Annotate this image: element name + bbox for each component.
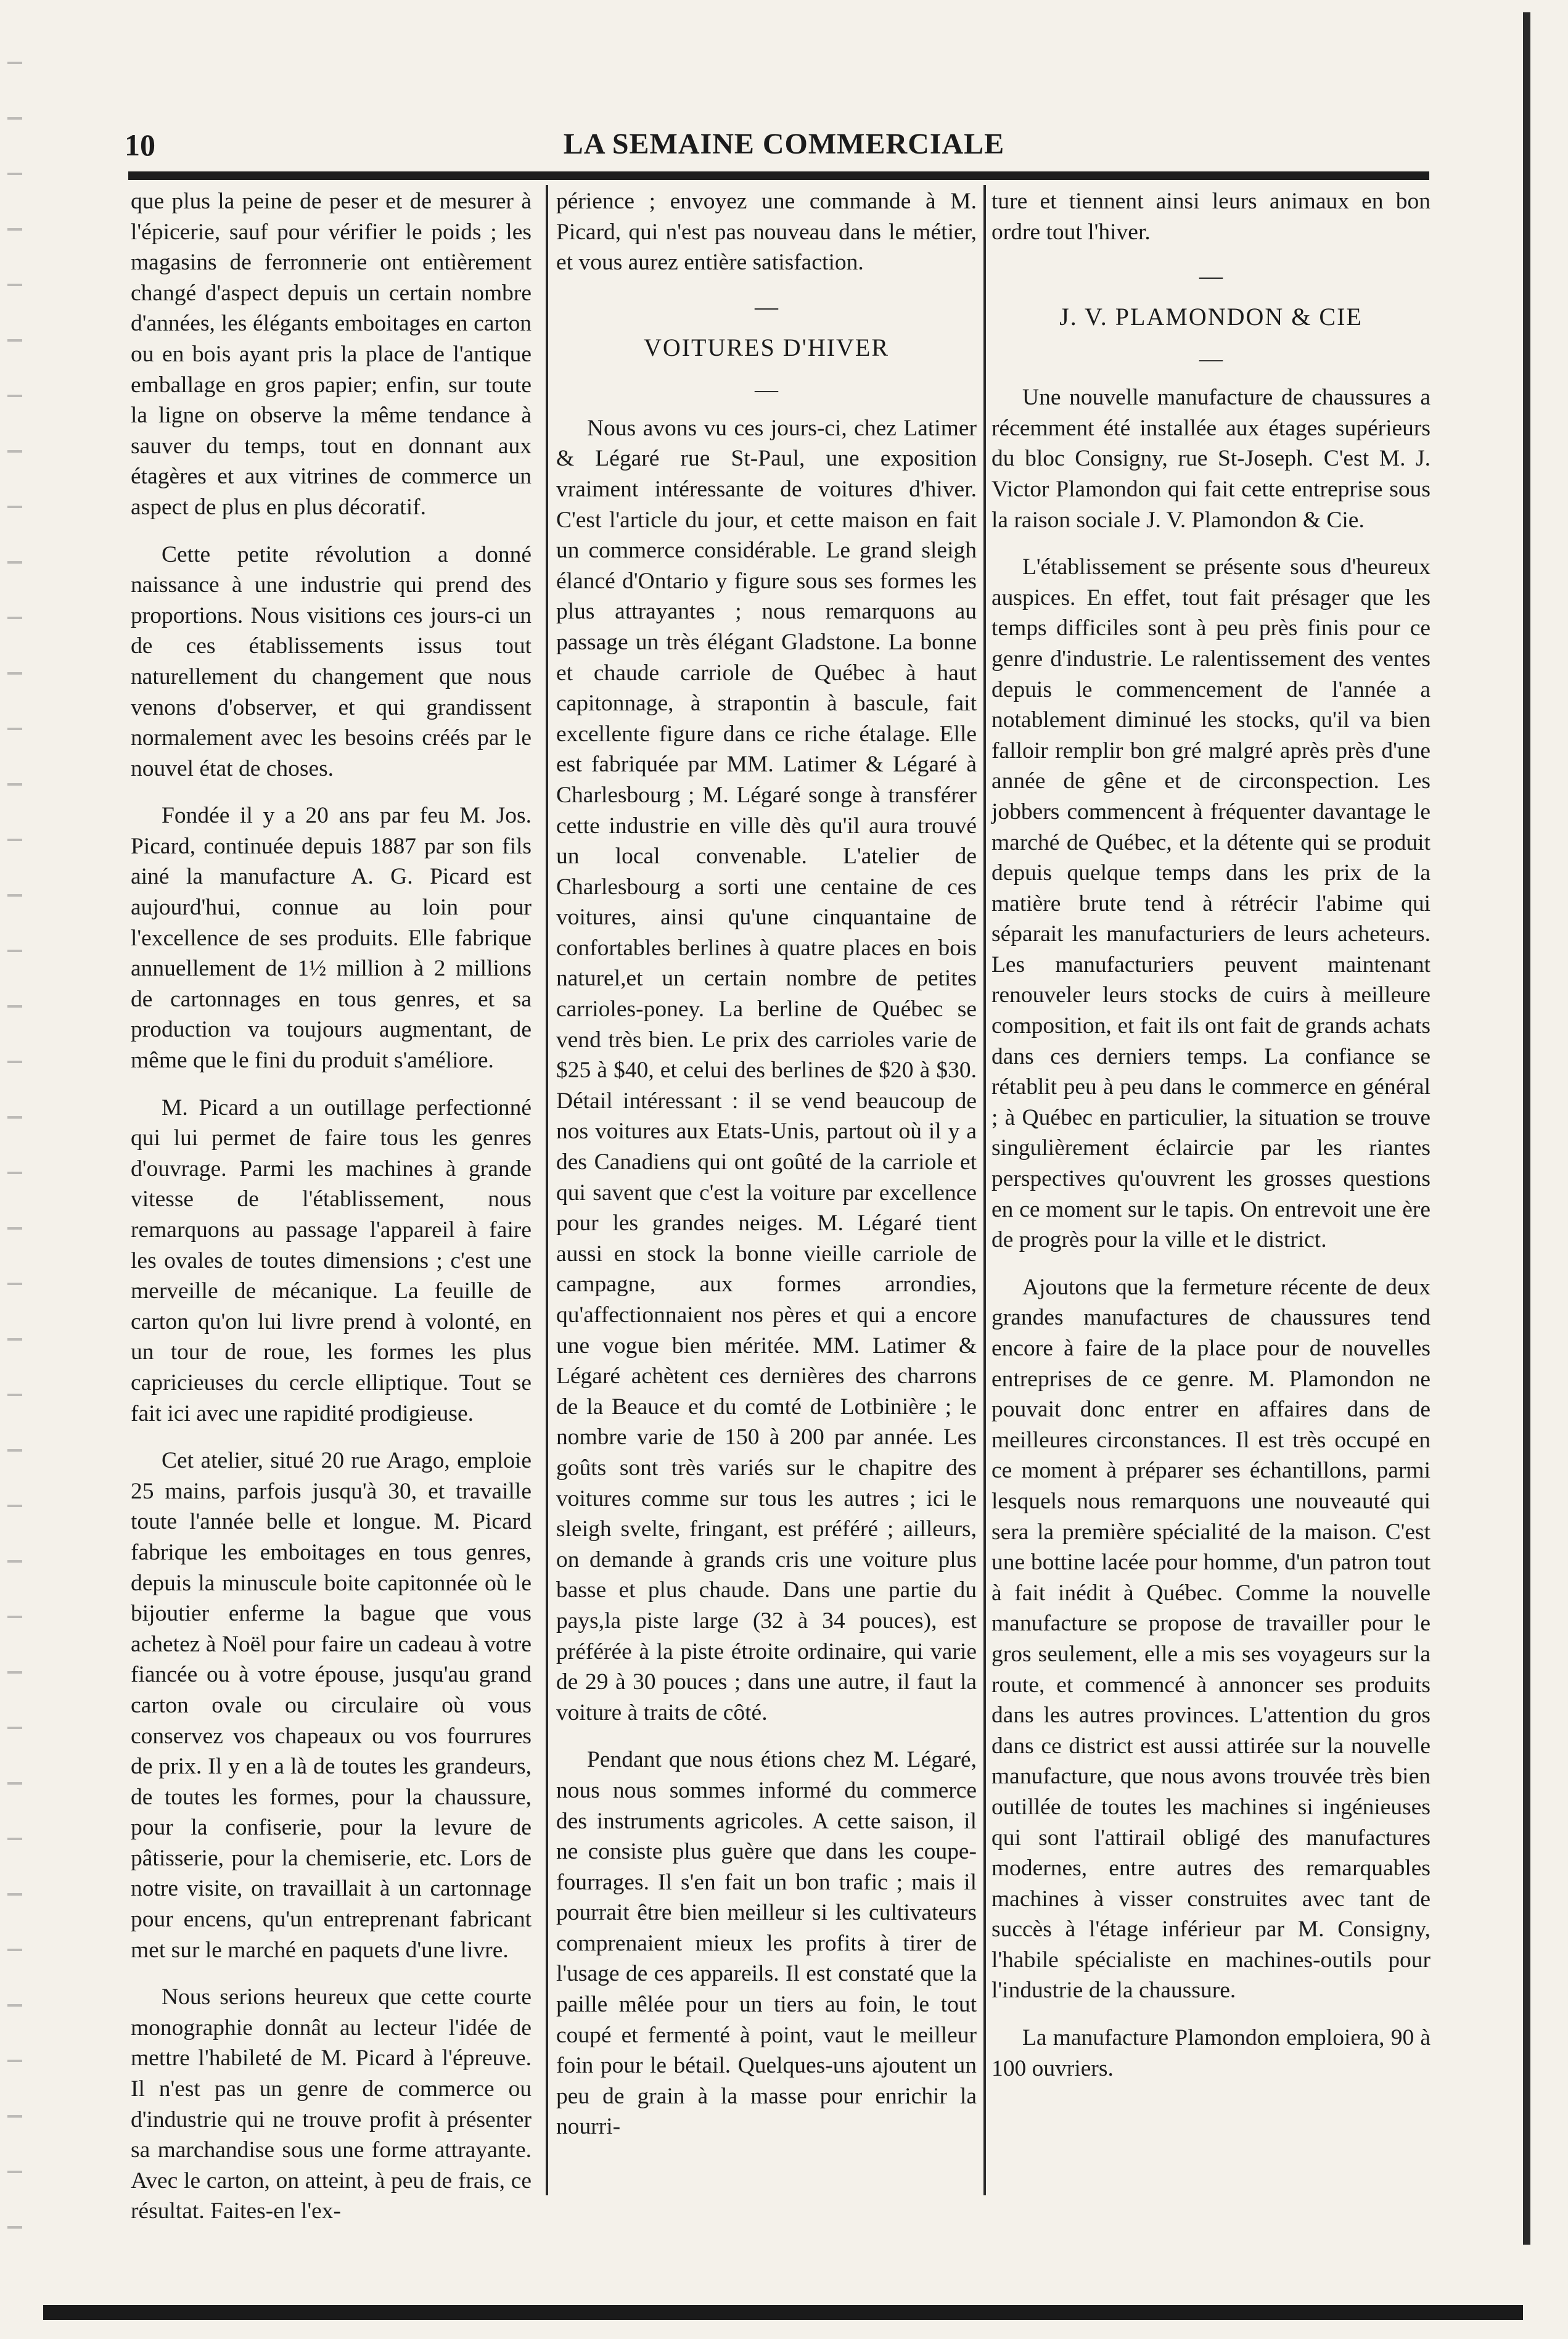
paragraph: Nous serions heureux que cette courte monographie donnât au lecteur l'idée de mettre l'habileté de M. Picard à l'épreuve. Il n'est pas un genre de commerce ou d'industrie qui ne trouve profit à présenter sa marchandise sous une forme attrayante. Avec le carton, on atteint, à peu de frais, ce résultat. Faites-en l'ex- <box>131 1984 532 2224</box>
paragraph: La manufacture Plamondon emploiera, 90 à 100 ouvriers. <box>991 2025 1430 2081</box>
paragraph: Cet atelier, situé 20 rue Arago, emploie 25 mains, parfois jusqu'à 30, et travaille toute l'année belle et longue. M. Picard fabrique les emboitages en tous genres, depuis la minuscule boite capitonnée où le bijoutier enferme la bague que vous achetez à Noël pour faire un cadeau à votre fiancée ou à votre épouse, jusqu'au grand carton ovale ou circulaire où vous conservez vos chapeaux ou vos fourrures de prix. Il y en a là de toutes les grandeurs, de toutes les formes, pour la chaussure, pour la confiserie, pour la levure de pâtisserie, pour la chemiserie, etc. Lors de notre visite, on travaillait à un cartonnage pour encens, qu'un entreprenant fabricant met sur le marché en paquets d'une livre. <box>131 1448 532 1963</box>
paragraph: Fondée il y a 20 ans par feu M. Jos. Picard, continuée depuis 1887 par son fils ainé la manufacture A. G. Picard est aujourd'hui, connue au loin pour l'excellence de ses produits. Elle fabrique annuellement de 1½ million à 2 millions de cartonnages en tous genres, et sa production va toujours augmentant, de même que le fini du produit s'améliore. <box>131 803 532 1074</box>
section-separator: — <box>1199 263 1223 290</box>
column-rule-right <box>983 185 986 2195</box>
scan-right-edge <box>1523 12 1530 2245</box>
column-rule-left <box>546 185 548 2195</box>
paragraph: L'établissement se présente sous d'heureux auspices. En effet, tout fait présager que les temps difficiles sont à peu près finis pour ce genre d'industrie. Le ralentissement des ventes depuis le commencement de l'année a notablement diminué les stocks, qu'il va bien falloir remplir bon gré malgré après près d'une année de gêne et de circonspection. Les jobbers commencent à fréquenter davantage le marché de Québec, et la détente qui se produit depuis quelque temps dans les prix de la matière brute tend à rétrécir l'abime qui séparait les manufacturiers de leurs acheteurs. Les manufacturiers peuvent maintenant renouveler leurs stocks de cuirs à meilleure composition, et fait ils ont fait de grands achats dans ces derniers temps. La confiance se rétablit peu à peu dans le commerce en général ; à Québec en particulier, la situation se trouve singulièrement éclaircie par les riantes perspectives qu'ouvrent les grosses questions en ce moment sur le tapis. On entrevoit une ère de progrès pour la ville et le district. <box>991 554 1430 1253</box>
section-separator: — <box>755 294 778 320</box>
paragraph: Ajoutons que la fermeture récente de deux grandes manufactures de chaussures tend encore à faire de la place pour de nouvelles entreprises de ce genre. M. Plamondon ne pouvait donc entrer en affaires dans de meilleures circonstances. Il est très occupé en ce moment à préparer ses échantillons, parmi lesquels nous remarquons une nouveauté qui sera la première spécialité de la maison. C'est une bottine lacée pour homme, d'un patron tout à fait inédit à Québec. Comme la nouvelle manufacture se propose de travailler pour le gros seulement, elle a mis ses voyageurs sur la route, et commencé à annoncer ses produits dans les autres provinces. L'attention du gros dans ce district est aussi attirée sur la nouvelle manufacture, que nous avons trouvée très bien outillée de toutes les machines si ingénieuses qui sont l'attirail obligé des manufactures modernes, entre autres des remarquables machines à visser construites avec tant de succès à l'étage inférieur par M. Consigny, l'habile spécialiste en machines-outils pour l'industrie de la chaussure. <box>991 1274 1430 2004</box>
column-1 <box>131 186 532 2243</box>
paragraph: Cette petite révolution a donné naissance à une industrie qui prend des proportions. Nous visitions ces jours-ci un de ces établissements issus tout naturellement du changement que nous venons d'observer, et qui grandissent normalement avec les besoins créés par le nouvel état de choses. <box>131 541 532 781</box>
article-heading-plamondon: J. V. PLAMONDON & CIE <box>1059 303 1363 331</box>
paragraph: Nous avons vu ces jours-ci, chez Latimer & Légaré rue St-Paul, une exposition vraiment intéressante de voitures d'hiver. C'est l'article du jour, et cette maison en fait un commerce considérable. Le grand sleigh élancé d'Ontario y figure sous ses formes les plus attrayantes ; nous remarquons au passage un très élégant Gladstone. La bonne et chaude carriole de Québec à haut capitonnage, à strapontin à bascule, fait excellente figure dans ce riche étalage. Elle est fabriquée par MM. Latimer & Légaré à Charlesbourg ; M. Légaré songe à transférer cette industrie en ville dès qu'il aura trouvé un local convenable. L'atelier de Charlesbourg a sorti une centaine de ces voitures, ainsi qu'une cinquantaine de confortables berlines à quatre places en bois naturel,et un certain nombre de petites carrioles-poney. La berline de Québec se vend très bien. Le prix des carrioles varie de $25 à $40, et celui des berlines de $20 à $30. Détail intéressant : il se vend beaucoup de nos voitures aux Etats-Unis, partout où il y a des Canadiens qui ont goûté de la carriole et qui savent que c'est la voiture par excellence pour les grandes neiges. M. Légaré tient aussi en stock la bonne vieille carriole de campagne, aux formes arrondies, qu'affectionnaient nos pères et qui a encore une vogue bien méritée. MM. Latimer & Légaré achètent ces dernières des charrons de la Beauce et du comté de Lotbinière ; le nombre varie de 150 à 200 par année. Les goûts sont très variés sur le chapitre des voitures comme sur tous les autres ; ici le sleigh svelte, fringant, est préféré ; ailleurs, on demande à grands cris une voiture plus basse et plus chaude. Dans une partie du pays,la piste large (32 à 34 pouces), est préférée à la piste étroite ordinaire, qui varie de 29 à 30 pouces ; dans une autre, il faut la voiture à traits de côté. <box>556 415 977 1725</box>
paragraph: Pendant que nous étions chez M. Légaré, nous nous sommes informé du commerce des instruments agricoles. A cette saison, il ne consiste plus guère que dans les coupe-fourrages. Il s'en fait un bon trafic ; mais il pourrait être bien meilleur si les cultivateurs comprenaient mieux les profits à tirer de l'usage de ces appareils. Il est constaté que la paille mêlée pour un tiers au foin, le tout coupé et fermenté à point, vaut le meilleur foin pour le bétail. Quelques-uns ajoutent un peu de grain à la masse pour enrichir la nourri- <box>556 1747 977 2140</box>
scan-bottom-edge <box>43 2305 1523 2320</box>
heading-rule: — <box>755 376 778 403</box>
running-header-title: LA SEMAINE COMMERCIALE <box>563 128 1005 160</box>
column-3 <box>991 186 1430 2100</box>
paragraph: ture et tiennent ainsi leurs animaux en bon ordre tout l'hiver. <box>991 189 1430 245</box>
paragraph: Une nouvelle manufacture de chaussures a récemment été installée aux étages supérieurs du bloc Consigny, rue St-Joseph. C'est M. J. Victor Plamondon qui fait cette entreprise sous la raison sociale J. V. Plamondon & Cie. <box>991 385 1430 533</box>
column-2 <box>556 186 977 2159</box>
paragraph: que plus la peine de peser et de mesurer à l'épicerie, sauf pour vérifier le poids ; les magasins de ferronnerie ont entièrement changé d'aspect depuis un certain nombre d'années, les élégants emboitages en carton ou en bois ayant pris la place de l'antique emballage en gros papier; enfin, sur toute la ligne on observe la même tendance à sauver du temps, tout en donnant aux étagères et aux vitrines de commerce un aspect de plus en plus décoratif. <box>131 189 532 520</box>
paragraph: M. Picard a un outillage perfectionné qui lui permet de faire tous les genres d'ouvrage. Parmi les machines à grande vitesse de l'établissement, nous remarquons au passage l'appareil à faire les ovales de toutes dimensions ; c'est une merveille de mécanique. La feuille de carton qu'on lui livre prend à volonté, en un tour de roue, les formes les plus capricieuses du cercle elliptique. Tout se fait ici avec une rapidité prodigieuse. <box>131 1095 532 1426</box>
article-heading-voitures-d-hiver: VOITURES D'HIVER <box>643 333 890 361</box>
page-number: 10 <box>125 128 155 162</box>
scan-edge-specks <box>7 37 22 2257</box>
paragraph: périence ; envoyez une commande à M. Picard, qui n'est pas nouveau dans le métier, et vous aurez entière satisfaction. <box>556 189 977 276</box>
header-rule <box>128 171 1429 180</box>
heading-rule: — <box>1199 346 1223 372</box>
